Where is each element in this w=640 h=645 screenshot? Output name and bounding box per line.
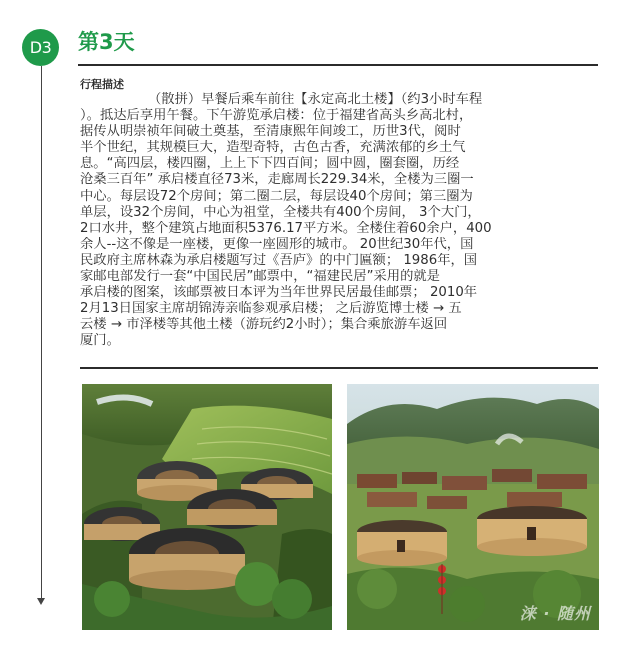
timeline-line (41, 66, 42, 600)
description-line: 单层，设32个房间，中心为祖堂，全楼共有400个房间， 3个大门， (80, 204, 481, 220)
description-line: 2口水井，整个建筑占地面积5376.17平方米。全楼住着60余户，400 (80, 220, 492, 236)
tulou-valley-photo (347, 384, 599, 630)
timeline-arrow-icon (37, 598, 45, 605)
description-line: 2月13日国家主席胡锦涛亲临参观承启楼； 之后游览博士楼 → 五 (80, 301, 462, 317)
description-line: 民政府主席林森为承启楼题写过《吾庐》的中门匾额； 1986年，国 (80, 252, 478, 268)
description-line: 云楼 → 市泽楼等其他土楼（游玩约2小时）；集合乘旅游车返回 (80, 317, 448, 333)
day-title: 第3天 (78, 30, 135, 54)
tulou-valley-illustration (347, 384, 599, 630)
description-line: 沧桑三百年” 承启楼直径73米，走廊周长229.34米，全楼为三圈一 (80, 172, 474, 188)
day-badge: D3 (22, 29, 59, 66)
tulou-aerial-photo (82, 384, 332, 630)
description-line: 余人--这不像是一座楼，更像一座圆形的城市。 20世纪30年代，国 (80, 236, 474, 252)
description-line: 家邮电部发行一套“中国民居”邮票中，“福建民居”采用的就是 (80, 269, 440, 285)
description-line: 中心。每层设72个房间；第二圈二层，每层设40个房间；第三圈为 (80, 188, 473, 204)
tulou-aerial-illustration (82, 384, 332, 630)
description-line: 据传从明崇祯年间破土奠基，至清康熙年间竣工，历世3代，阅时 (80, 124, 461, 140)
section-divider (80, 367, 598, 369)
description-line: 半个世纪，其规模巨大，造型奇特，古色古香，充满浓郁的乡土气 (80, 140, 466, 156)
title-divider (78, 64, 598, 66)
description-line: 息。“高四层，楼四圈，上上下下四百间；圆中圆，圈套圈，历经 (80, 156, 460, 172)
description-line: 承启楼的图案，该邮票被日本评为当年世界民居最佳邮票； 2010年 (80, 285, 478, 301)
itinerary-label: 行程描述 (80, 78, 124, 91)
description-line: ）。抵达后享用午餐。下午游览承启楼：位于福建省高头乡高北村， (80, 108, 473, 124)
photo-watermark: 涞 · 随州 (519, 604, 591, 623)
description-line: 厦门。 (80, 333, 120, 349)
description-line: （散拼）早餐后乘车前往【永定高北土楼】（约3小时车程 (148, 92, 483, 107)
itinerary-description (80, 92, 600, 350)
